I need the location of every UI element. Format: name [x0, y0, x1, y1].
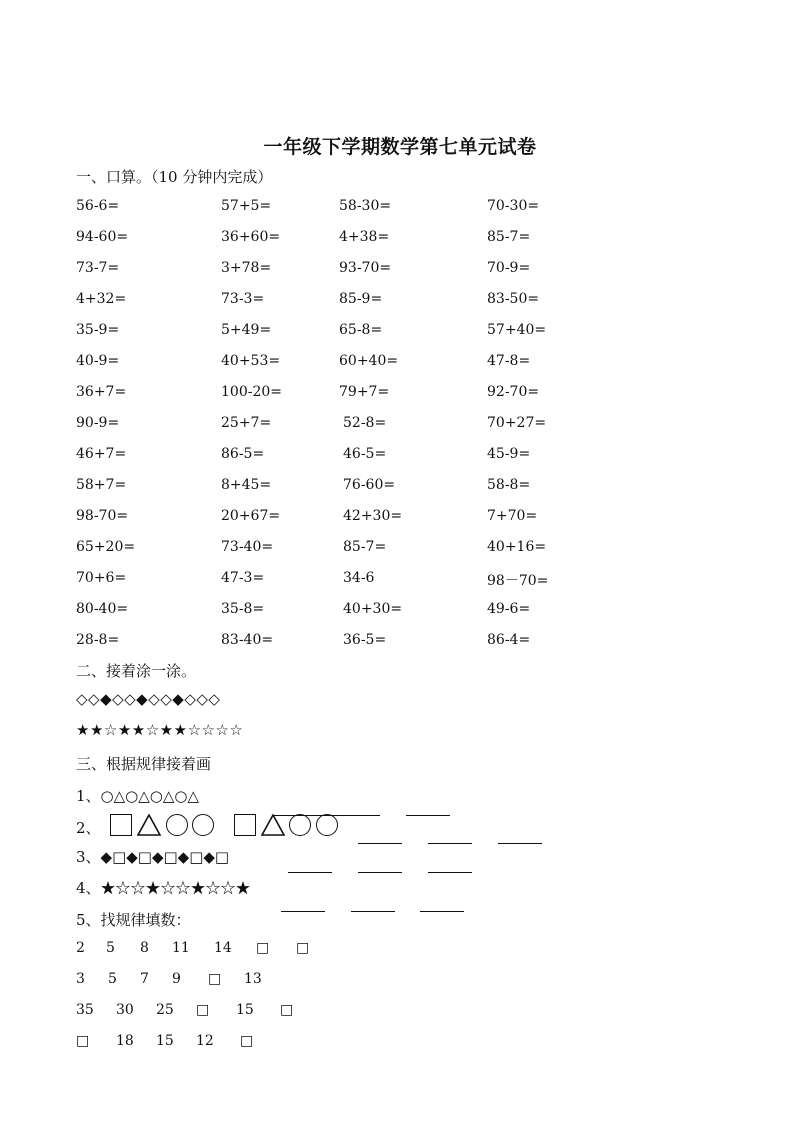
section2-heading: 二、接着涂一涂。 [76, 662, 197, 680]
sequence-item: 35 [76, 1002, 94, 1018]
answer-blank[interactable] [420, 911, 464, 912]
calc-problem: 70+6= [76, 570, 127, 586]
calc-row [0, 570, 800, 592]
pattern-5-heading: 5、找规律填数： [76, 911, 191, 929]
calc-problem: 20+67= [221, 508, 281, 524]
calc-problem: 25+7= [221, 415, 272, 431]
sequence-item: 13 [244, 971, 262, 987]
answer-blank[interactable] [358, 843, 402, 844]
calc-row [0, 260, 800, 282]
answer-blank[interactable] [272, 815, 338, 816]
calc-problem: 45-9= [487, 446, 531, 462]
calc-problem: 57+40= [487, 322, 547, 338]
square-shape [234, 814, 256, 836]
diamond-pattern: ◇◇◆◇◇◆◇◇◆◇◇◇ [76, 690, 221, 708]
sequence-item: □ [208, 971, 222, 987]
calc-problem: 47-8= [487, 353, 531, 369]
triangle-shape [261, 814, 285, 836]
sequence-item: 3 [76, 971, 85, 987]
calc-problem: 86-5= [221, 446, 265, 462]
calc-problem: 86-4= [487, 632, 531, 648]
sequence-item: 15 [236, 1002, 254, 1018]
sequence-item: 8 [140, 940, 149, 956]
pattern-3: 3、◆□◆□◆□◆□◆□ [76, 848, 230, 866]
calc-problem: 94-60= [76, 229, 129, 245]
answer-blank[interactable] [428, 872, 472, 873]
calc-row [0, 446, 800, 468]
calc-problem: 73-40= [221, 539, 274, 555]
calc-problem: 40-9= [76, 353, 120, 369]
calc-problem: 65-8= [339, 322, 383, 338]
calc-row [0, 632, 800, 654]
answer-blank[interactable] [358, 872, 402, 873]
calc-problem: 80-40= [76, 601, 129, 617]
calc-problem: 70-9= [487, 260, 531, 276]
circle-shape [316, 814, 338, 836]
sequence-item: □ [240, 1033, 254, 1049]
sequence-row [76, 940, 376, 960]
sequence-item: 30 [116, 1002, 134, 1018]
calc-problem: 49-6= [487, 601, 531, 617]
calc-problem: 85-7= [487, 229, 531, 245]
section1-heading: 一、口算。（10 分钟内完成） [76, 168, 273, 186]
pattern-4: 4、★☆☆★☆☆★☆☆★ [76, 879, 251, 897]
calc-problem: 3+78= [221, 260, 272, 276]
calc-problem: 4+38= [339, 229, 390, 245]
calc-problem: 70-30= [487, 198, 540, 214]
calc-problem: 83-50= [487, 291, 540, 307]
sequence-item: □ [196, 1002, 210, 1018]
calc-problem: 40+53= [221, 353, 281, 369]
pattern-2-label: 2、 [76, 819, 101, 837]
sequence-item: □ [76, 1033, 90, 1049]
sequence-item: 11 [172, 940, 190, 956]
calc-problem: 40+16= [487, 539, 547, 555]
answer-blank[interactable] [338, 815, 380, 816]
calc-row [0, 322, 800, 344]
calc-problem: 73-7= [76, 260, 120, 276]
calc-problem: 100-20= [221, 384, 282, 400]
calc-problem: 76-60= [343, 477, 396, 493]
calc-problem: 28-8= [76, 632, 120, 648]
calc-problem: 35-9= [76, 322, 120, 338]
pattern-1: 1、○△○△○△○△ [76, 787, 200, 805]
calc-problem: 40+30= [343, 601, 403, 617]
answer-blank[interactable] [406, 815, 450, 816]
calc-problem: 42+30= [343, 508, 403, 524]
calc-problem: 70+27= [487, 415, 547, 431]
calc-problem: 56-6= [76, 198, 120, 214]
calc-problem: 83-40= [221, 632, 274, 648]
calc-problem: 79+7= [339, 384, 390, 400]
calc-problem: 85-9= [339, 291, 383, 307]
calc-problem: 65+20= [76, 539, 136, 555]
calc-problem: 60+40= [339, 353, 399, 369]
answer-blank[interactable] [498, 843, 542, 844]
answer-blank[interactable] [428, 843, 472, 844]
answer-blank[interactable] [288, 872, 332, 873]
calc-problem: 93-70= [339, 260, 392, 276]
sequence-row [76, 971, 376, 991]
sequence-item: □ [296, 940, 310, 956]
calc-row [0, 539, 800, 561]
section3-heading: 三、根据规律接着画 [76, 755, 212, 773]
calc-problem: 58-8= [487, 477, 531, 493]
sequence-item: □ [280, 1002, 294, 1018]
calc-problem: 58+7= [76, 477, 127, 493]
calc-problem: 7+70= [487, 508, 538, 524]
square-shape [110, 814, 132, 836]
calc-problem: 98-70= [76, 508, 129, 524]
calc-problem: 4+32= [76, 291, 127, 307]
calc-problem: 46-5= [343, 446, 387, 462]
calc-row [0, 508, 800, 530]
calc-row [0, 198, 800, 220]
calc-problem: 92-70= [487, 384, 540, 400]
sequence-item: 9 [172, 971, 181, 987]
calc-problem: 5+49= [221, 322, 272, 338]
sequence-row [76, 1033, 376, 1053]
calc-row [0, 415, 800, 437]
answer-blank[interactable] [281, 911, 325, 912]
page-title: 一年级下学期数学第七单元试卷 [263, 136, 537, 158]
pattern-2-shapes [110, 814, 338, 836]
calc-problem: 90-9= [76, 415, 120, 431]
calc-row [0, 477, 800, 499]
star-pattern: ★★☆★★☆★★☆☆☆☆ [76, 721, 244, 739]
triangle-shape [137, 814, 161, 836]
calc-problem: 36+7= [76, 384, 127, 400]
calc-problem: 98－70= [487, 573, 549, 589]
calc-row [0, 229, 800, 251]
sequence-item: 18 [116, 1033, 134, 1049]
calc-row [0, 291, 800, 313]
calc-problem: 34-6 [343, 570, 375, 586]
calc-problem: 35-8= [221, 601, 265, 617]
calc-problem: 47-3= [221, 570, 265, 586]
sequence-item: 2 [76, 940, 85, 956]
answer-blank[interactable] [351, 911, 395, 912]
sequence-item: 12 [196, 1033, 214, 1049]
sequence-item: 25 [156, 1002, 174, 1018]
calc-problem: 73-3= [221, 291, 265, 307]
calc-problem: 58-30= [339, 198, 392, 214]
calc-problem: 57+5= [221, 198, 272, 214]
calc-row [0, 384, 800, 406]
calc-problem: 52-8= [343, 415, 387, 431]
sequence-item: 5 [108, 971, 117, 987]
calc-row [0, 353, 800, 375]
sequence-row [76, 1002, 376, 1022]
sequence-item: 14 [214, 940, 232, 956]
calc-problem: 8+45= [221, 477, 272, 493]
calc-row [0, 601, 800, 623]
sequence-item: □ [256, 940, 270, 956]
sequence-item: 7 [140, 971, 149, 987]
calc-problem: 36-5= [343, 632, 387, 648]
circle-shape [192, 814, 214, 836]
calc-problem: 46+7= [76, 446, 127, 462]
circle-shape [289, 814, 311, 836]
calc-problem: 85-7= [343, 539, 387, 555]
calc-problem: 36+60= [221, 229, 281, 245]
circle-shape [166, 814, 188, 836]
sequence-item: 5 [106, 940, 115, 956]
sequence-item: 15 [156, 1033, 174, 1049]
